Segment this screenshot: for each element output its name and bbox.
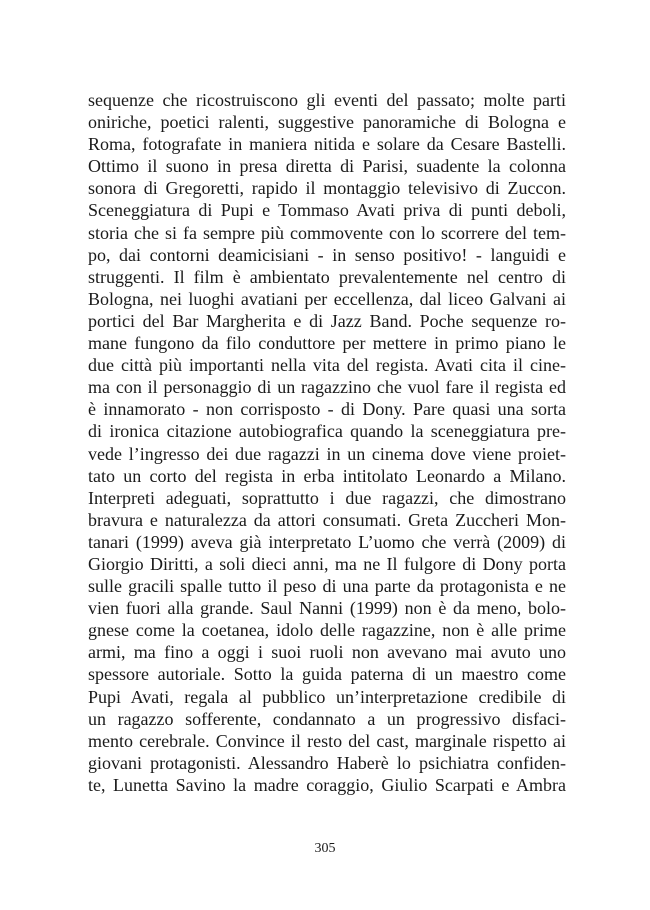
text-line: tato un corto del regista in erba intitolato Leonardo a Milano. (88, 465, 566, 486)
text-line: Pupi Avati, regala al pubblico un’interpretazione credibile di (88, 686, 566, 707)
text-line: mento cerebrale. Convince il resto del cast, marginale rispetto ai (88, 730, 566, 751)
text-line: gnese come la coetanea, idolo delle ragazzine, non è alle prime (88, 620, 566, 641)
text-line: bravura e naturalezza da attori consumati. Greta Zuccheri Mon- (88, 509, 566, 530)
text-line: struggenti. Il film è ambientato prevalentemente nel centro di (88, 266, 566, 287)
text-line: vede l’ingresso dei due ragazzi in un cinema dove viene proiet- (88, 443, 566, 464)
text-line: mane fungono da filo conduttore per mettere in primo piano le (88, 333, 566, 354)
text-line: vien fuori alla grande. Saul Nanni (1999) non è da meno, bolo- (88, 598, 566, 619)
text-line: armi, ma fino a oggi i suoi ruoli non avevano mai avuto uno (88, 642, 566, 663)
text-line: è innamorato - non corrisposto - di Dony. Pare quasi una sorta (88, 399, 566, 420)
text-line: te, Lunetta Savino la madre coraggio, Giulio Scarpati e Ambra (88, 774, 566, 795)
text-line: storia che si fa sempre più commovente con lo scorrere del tem- (88, 222, 566, 243)
text-line: Roma, fotografate in maniera nitida e solare da Cesare Bastelli. (88, 134, 566, 155)
text-line: Giorgio Diritti, a soli dieci anni, ma ne Il fulgore di Dony porta (88, 553, 566, 574)
text-line: ma con il personaggio di un ragazzino che vuol fare il regista ed (88, 377, 566, 398)
text-line: giovani protagonisti. Alessandro Haberè lo psichiatra confiden- (88, 752, 566, 773)
text-line: due città più importanti nella vita del regista. Avati cita il cine- (88, 355, 566, 376)
text-line: Sceneggiatura di Pupi e Tommaso Avati priva di punti deboli, (88, 200, 566, 221)
text-line: sulle gracili spalle tutto il peso di una parte da protagonista e ne (88, 576, 566, 597)
text-line: portici del Bar Margherita e di Jazz Band. Poche sequenze ro- (88, 310, 566, 331)
text-line: Interpreti adeguati, soprattutto i due ragazzi, che dimostrano (88, 487, 566, 508)
text-line: un ragazzo sofferente, condannato a un progressivo disfaci- (88, 708, 566, 729)
text-line: di ironica citazione autobiografica quando la sceneggiatura pre- (88, 421, 566, 442)
body-text (88, 89, 566, 796)
text-line: Ottimo il suono in presa diretta di Parisi, suadente la colonna (88, 156, 566, 177)
text-line: Bologna, nei luoghi avatiani per eccellenza, dal liceo Galvani ai (88, 288, 566, 309)
text-line: oniriche, poetici ralenti, suggestive panoramiche di Bologna e (88, 112, 566, 133)
text-line: sequenze che ricostruiscono gli eventi del passato; molte parti (88, 90, 566, 110)
text-line: sonora di Gregoretti, rapido il montaggio televisivo di Zuccon. (88, 178, 566, 199)
text-line: spessore autoriale. Sotto la guida paterna di un maestro come (88, 664, 566, 685)
page-number: 305 (314, 841, 336, 856)
text-line: tanari (1999) aveva già interpretato L’uomo che verrà (2009) di (88, 531, 566, 552)
text-line: po, dai contorni deamicisiani - in senso positivo! - languidi e (88, 244, 566, 265)
